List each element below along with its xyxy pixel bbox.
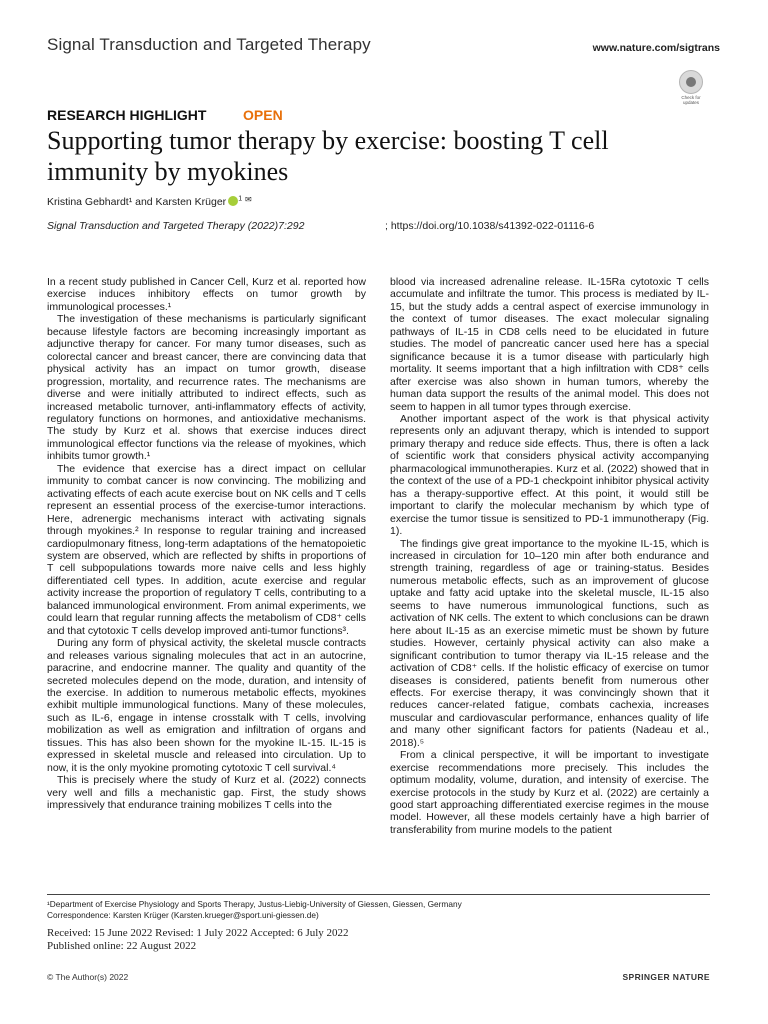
open-access-label: OPEN: [243, 107, 283, 123]
paragraph: This is precisely where the study of Kurz et al. (2022) connects very well and fills a mechanistic gap. First, the study shows impressively that endurance training mobilizes T cells into the: [47, 774, 366, 812]
copyright: © The Author(s) 2022: [47, 972, 129, 982]
author-names: Kristina Gebhardt¹ and Karsten Krüger: [47, 196, 227, 208]
check-updates-icon: [679, 70, 703, 94]
affiliation: ¹Department of Exercise Physiology and Sports Therapy, Justus-Liebig-University of Giessen, Giessen, Germany: [47, 899, 462, 909]
check-updates-label: Check for updates: [681, 95, 701, 105]
article-title: Supporting tumor therapy by exercise: boosting T cell immunity by myokines: [47, 126, 609, 186]
journal-url-link[interactable]: www.nature.com/sigtrans: [592, 42, 720, 54]
paragraph: Another important aspect of the work is that physical activity represents only an adjuvant therapy, which is intended to support primary therapy and reduce side effects. Thus, there is often a lack of scientific work that considers physical activity accompanying pharmacological immunotherapies. Kurz et al. (2022) showed that in the context of the use of a PD-1 checkpoint inhibitor physical activity has a therapy-supportive effect. At this point, it would still be important to clarify the molecular mechanism by which type of exercise the tumor tissue is sensitized to PD-1 immunotherapy (Fig. 1).: [390, 412, 709, 538]
received-dates: Received: 15 June 2022 Revised: 1 July 2022 Accepted: 6 July 2022: [47, 927, 349, 939]
publication-dates: [47, 927, 349, 953]
affiliation-block: [47, 899, 462, 921]
paragraph: The findings give great importance to the myokine IL-15, which is increased in circulation for 10–120 min after both endurance and strength training, regardless of age or training-status. Besides numerous metabolic effects, such as an improvement of glucose uptake and fatty acid uptake into the skeletal muscle, IL-15 also seems to have numerous immunological functions, such as activation of NK cells. The extent to which conclusions can be drawn here about IL-15 as an exercise mimetic must be shown by future studies. However, certainly physical activity can also make a significant contribution to tumor therapy via IL-15 release and the activation of CD8⁺ cells. If the holistic efficacy of exercise on tumor diseases is considered, patients benefit from numerous other effects. For exercise therapy, it was convincingly shown that it reduces cancer-related fatigue, combats cachexia, increases muscular and cardiovascular performance, enhances quality of life and many other significant factors for patients (Nadeau et al., 2018).⁵: [390, 537, 709, 749]
affiliation-superscript: 1: [238, 195, 243, 203]
journal-name: Signal Transduction and Targeted Therapy: [47, 35, 371, 54]
paragraph: In a recent study published in Cancer Cell, Kurz et al. reported how exercise induces inhibitory effects on tumor growth by immunological processes.¹: [47, 276, 366, 313]
doi-link[interactable]: ; https://doi.org/10.1038/s41392-022-01116-6: [385, 220, 595, 232]
orcid-icon[interactable]: [228, 196, 238, 206]
publisher-logo: SPRINGER NATURE: [622, 972, 710, 982]
check-for-updates-button[interactable]: [675, 70, 707, 105]
paragraph: The investigation of these mechanisms is particularly significant because lifestyle factors are becoming increasingly important as adjunctive therapy for cancer. For many tumor diseases, such as colorectal cancer and breast cancer, there are convincing data that physical activity has an impact on tumor growth, disease progression, mortality, and recurrence rates. The mechanisms are diverse and were initially attributed to indirect effects, such as increased metabolic turnover, anti-inflammatory effects of activity, regulatory functions on hormones, and antioxidative mechanisms. The study by Kurz et al. shows that exercise induces direct immunological effector functions via the release of myokines, which inhibits tumor growth.¹: [47, 313, 366, 463]
author-list: [47, 195, 252, 208]
published-date: Published online: 22 August 2022: [47, 940, 197, 952]
body-column-left: [47, 276, 366, 811]
paragraph: During any form of physical activity, the skeletal muscle contracts and releases various signaling molecules that act in an autocrine, paracrine, and endocrine manner. The quality and quantity of the secreted molecules depend on the mode, duration, and intensity of the exercise. In addition to numerous metabolic effects, myokines exhibit multiple immunological functions. Many of these molecules, such as IL-6, engage in intense crosstalk with T cells, involving mobilization as well as emigration and infiltration of organs and tissues. This has also been shown for the myokine IL-15. IL-15 is expressed in skeletal muscle and released into circulation. Up to now, it is the only myokine promoting cytotoxic T cell survival.⁴: [47, 637, 366, 774]
paragraph: The evidence that exercise has a direct impact on cellular immunity to combat cancer is now convincing. The mobilizing and activating effects of each acute exercise bout on NK cells and T cells represent an essential process of the exercise-tumor interactions. Here, adrenergic mechanisms interact with activating signals through myokines.² In response to regular training and increased cardiopulmonary fitness, long-term adaptations of the hematopoietic system are observed, which are reflected by shifts in proportions of T cell subpopulations towards more naive cells and less highly differentiated cell types. In addition, acute exercise and regular activity increase the proportion of regulatory T cells, contributing to a balanced immunological environment. From animal experiments, we could learn that regular running affects the metabolism of CD8⁺ cells and that cytotoxic T cells develop improved anti-tumor functions³.: [47, 462, 366, 637]
email-icon[interactable]: ✉: [245, 195, 252, 204]
body-column-right: [390, 276, 709, 836]
footer-divider: [47, 894, 710, 895]
correspondence: Correspondence: Karsten Krüger (Karsten.krueger@sport.uni-giessen.de): [47, 910, 319, 920]
citation: Signal Transduction and Targeted Therapy (2022)7:292: [47, 220, 305, 232]
article-type-label: RESEARCH HIGHLIGHT: [47, 107, 207, 123]
paragraph: From a clinical perspective, it will be important to investigate exercise recommendations more precisely. This includes the optimum modality, volume, duration, and intensity of exercise. The exercise protocols in the study by Kurz et al. (2022) are certainly a good start approaching differentiated exercise regimes in the mouse model. However, all these models certainly have a high barrier of transferability from murine models to the patient: [390, 749, 709, 836]
paragraph: blood via increased adrenaline release. IL-15Ra cytotoxic T cells accumulate and infiltrate the tumor. This process is mediated by IL-15, but the study adds a central aspect of exercise immunology in the context of tumor diseases. The exact molecular signaling pathways of IL-15 in CD8 cells need to be elucidated in future studies. The model of pancreatic cancer used here has a special significance because it is a tumor disease with particularly high mortality. It seems important that a high infiltration with CD8⁺ cells after exercise was also shown in human tumors, whereby the human data support the results of the animal model. This does not seem to happen in all tumor types through exercise.: [390, 276, 709, 413]
